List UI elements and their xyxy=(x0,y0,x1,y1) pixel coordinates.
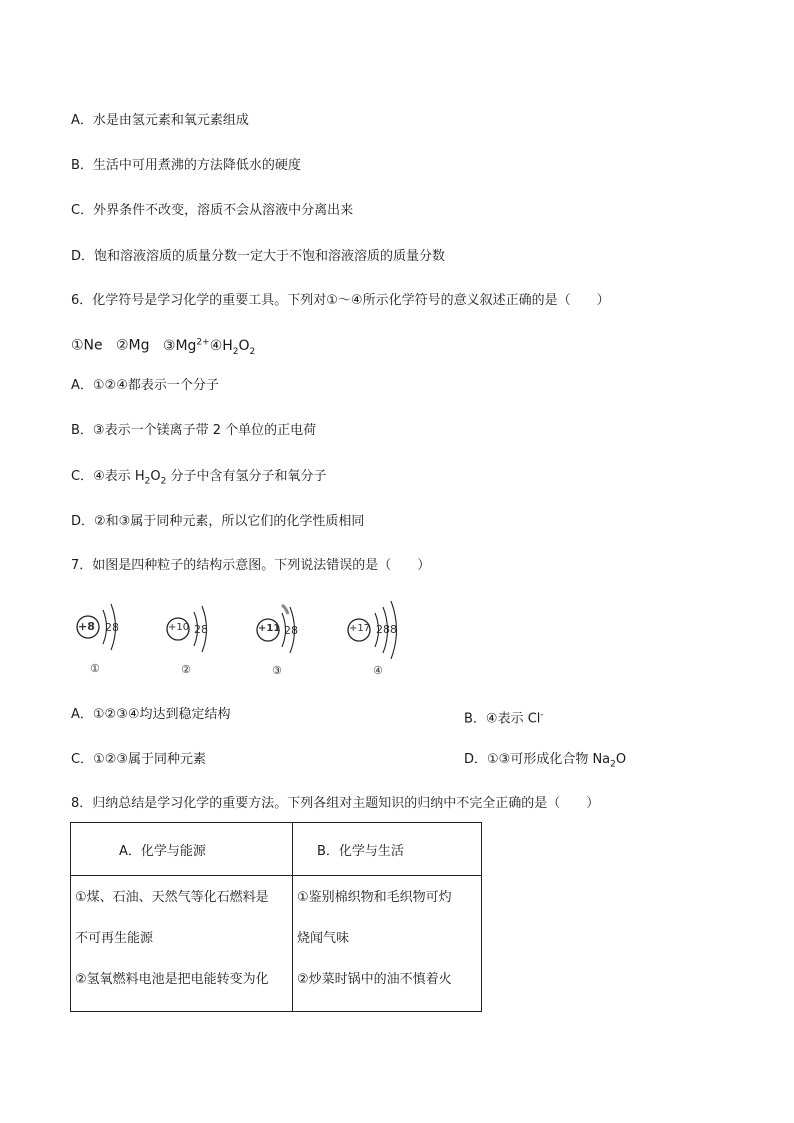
q5-option-d: D．饱和溶液溶质的质量分数一定大于不饱和溶液溶质的质量分数 xyxy=(71,249,446,264)
table-b-line-3: ②炒菜时锅中的油不慎着火 xyxy=(297,972,452,987)
q8-stem: 8．归纳总结是学习化学的重要方法。下列各组对主题知识的归纳中不完全正确的是（ ） xyxy=(71,796,600,811)
q7-option-a: A．①②③④均达到稳定结构 xyxy=(71,707,231,722)
table-header-b: B．化学与生活 xyxy=(293,823,482,876)
table-b-line-1: ①鉴别棉织物和毛织物可灼 xyxy=(297,890,452,905)
q6-option-c: C．④表示 $H_2O_2$ 分子中含有氢分子和氧分子 xyxy=(71,469,327,487)
q5-option-c: C．外界条件不改变，溶质不会从溶液中分离出来 xyxy=(71,203,354,218)
q6-symbols xyxy=(71,333,255,360)
atom-2-label: ② xyxy=(181,663,191,676)
q6-symbol-3: $③Mg^{2+}$ xyxy=(162,337,210,354)
atom-3-shells: 28 xyxy=(284,624,298,637)
q5-option-a: A．水是由氢元素和氧元素组成 xyxy=(71,113,249,128)
table-b-line-2: 烧闻气味 xyxy=(297,931,350,946)
q8-knowledge-table xyxy=(70,822,482,1012)
atom-2-nucleus: +10 xyxy=(168,622,190,633)
q6-symbol-4: $④H_2O_2$ xyxy=(209,337,256,357)
atom-4-nucleus: +17 xyxy=(349,623,371,634)
atom-4-shells: 288 xyxy=(376,623,397,636)
table-a-line-3: ②氢氧燃料电池是把电能转变为化 xyxy=(75,972,269,987)
q6-symbol-1: ①Ne xyxy=(71,337,103,354)
table-header-a: A．化学与能源 xyxy=(71,823,293,876)
atom-1-shells: 28 xyxy=(105,621,119,634)
atom-4-label: ④ xyxy=(373,664,383,677)
q6-option-d: D．②和③属于同种元素，所以它们的化学性质相同 xyxy=(71,514,365,529)
table-a-line-1: ①煤、石油、天然气等化石燃料是 xyxy=(75,890,269,905)
table-cell-b xyxy=(293,876,482,1012)
q7-option-b: B．④表示 Cl- xyxy=(464,710,544,727)
atom-1-label: ① xyxy=(90,662,100,675)
atom-3-nucleus: +11 xyxy=(258,623,281,634)
atom-1-nucleus: +8 xyxy=(78,620,95,633)
q6-option-b: B．③表示一个镁离子带 2 个单位的正电荷 xyxy=(71,423,317,438)
atom-2-shells: 28 xyxy=(194,623,208,636)
q7-option-d: D．①③可形成化合物 $Na_2O$ xyxy=(464,752,627,770)
table-a-line-2: 不可再生能源 xyxy=(75,931,154,946)
q6-stem: 6．化学符号是学习化学的重要工具。下列对①～④所示化学符号的意义叙述正确的是（ ） xyxy=(71,293,610,308)
q6-symbol-2: ②Mg xyxy=(116,337,150,354)
atom-3-label: ③ xyxy=(272,664,282,677)
q7-stem: 7．如图是四种粒子的结构示意图。下列说法错误的是（ ） xyxy=(71,558,431,573)
table-cell-a xyxy=(71,876,293,1012)
q5-option-b: B．生活中可用煮沸的方法降低水的硬度 xyxy=(71,158,301,173)
q6-option-a: A．①②④都表示一个分子 xyxy=(71,378,219,393)
q7-option-c: C．①②③属于同种元素 xyxy=(71,752,207,767)
